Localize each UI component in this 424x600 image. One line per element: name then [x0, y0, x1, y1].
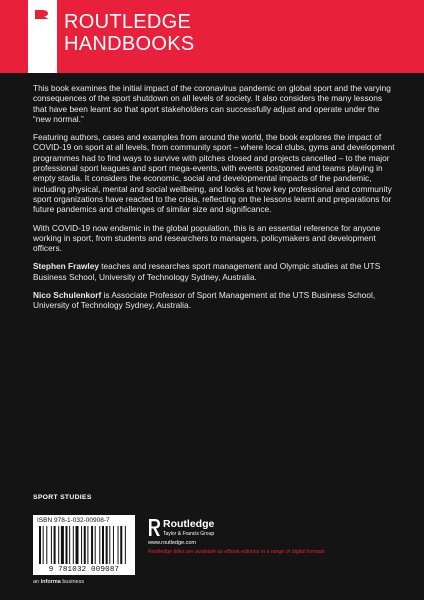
blurb-paragraph-1: This book examines the initial impact of the coronavirus pandemic on global sport and the varying consequences of the sport shutdown on all levels of society. It also considers the many lessons that have been learnt so that sport stakeholders can successfully adjust and operate under the “new normal.”: [33, 83, 391, 124]
cover-header-band: [0, 0, 424, 73]
informa-prefix: an: [33, 579, 41, 585]
author-bio-2: [33, 290, 395, 311]
routledge-logo: [28, 0, 68, 73]
blurb-paragraph-3: With COVID-19 now endemic in the global population, this is an essential reference for anyone working in sport, from students and researchers to managers, policymakers and development officers.: [33, 222, 381, 254]
author-bio-text-2: is Associate Professor of Sport Management at the UTS Business School, University of Technology Sydney, Australia.: [33, 290, 376, 311]
series-brand-line-2: HANDBOOKS: [64, 33, 195, 55]
routledge-r-icon: [148, 517, 161, 537]
author-name-1: Stephen Frawley: [33, 261, 99, 272]
publisher-url: www.routledge.com: [148, 540, 196, 546]
publisher-group: Taylor & Francis Group: [163, 531, 215, 537]
blurb-paragraph-2: Featuring authors, cases and examples from around the world, the book explores the impact of COVID-19 on sport at all levels, from community sport – where local clubs, gyms and development programmes had to find ways to survive with pitches closed and projects cancelled – to the major professional sport leagues and sport mega-events, with events postponed and teams playing in empty stadia. It considers the economic, social and developmental impacts of the pandemic, including physical, mental and social wellbeing, and looks at how key professional and community sport organizations have reacted to the crisis, reflecting on the lessons learnt and preparations for future pandemics and challenges of similar size and significance.: [33, 132, 395, 215]
ebook-note: Routledge titles are available as eBook editions in a range of digital formats: [148, 549, 325, 555]
routledge-crest-icon: [33, 8, 52, 20]
isbn-label: ISBN 978-1-032-00908-7: [37, 517, 110, 524]
barcode-bars: [39, 526, 129, 564]
series-brand-line-1: ROUTLEDGE: [64, 11, 192, 33]
back-cover-blurb: [33, 83, 395, 319]
isbn-barcode: [33, 515, 135, 575]
author-bio-1: [33, 261, 395, 282]
barcode-digits: 9 781032 009087: [48, 566, 120, 574]
author-bio-text-1: teaches and researches sport management and Olympic studies at the UTS Business School, University of Technology Sydney, Australia.: [33, 261, 381, 282]
series-label: SPORT STUDIES: [33, 494, 92, 501]
informa-business-line: [33, 579, 84, 585]
publisher-name: Routledge: [163, 518, 215, 530]
informa-suffix: business: [60, 579, 85, 585]
informa-wordmark: informa: [40, 579, 61, 585]
logo-wordmark: Routledge: [59, 17, 68, 61]
author-name-2: Nico Schulenkorf: [33, 290, 102, 301]
